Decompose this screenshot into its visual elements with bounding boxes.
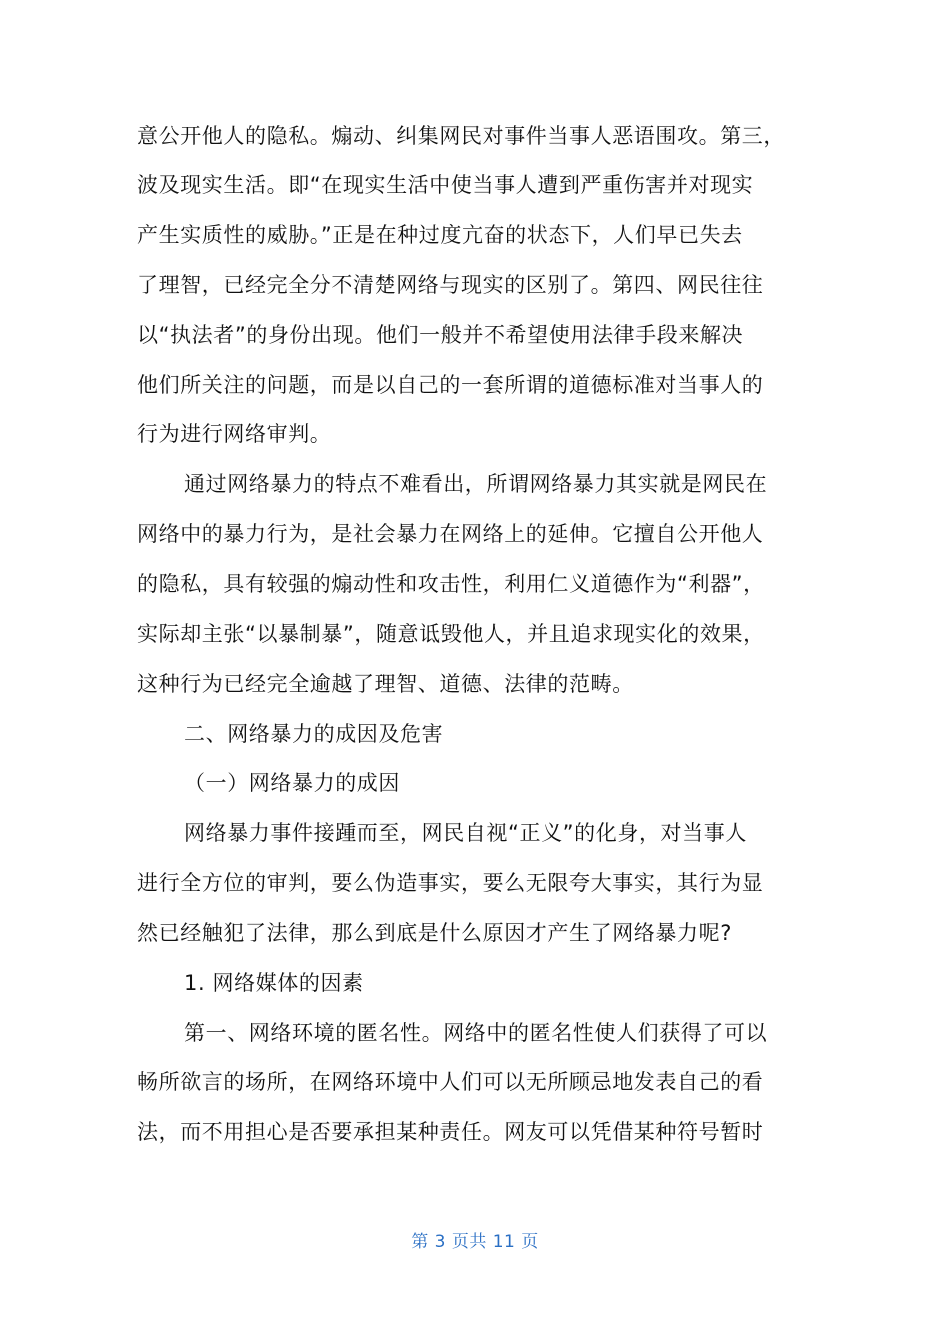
text-line-20: 畅所欲言的场所，在网络环境中人们可以无所顾忌地发表自己的看 xyxy=(137,1070,764,1094)
text-line-21: 法，而不用担心是否要承担某种责任。网友可以凭借某种符号暂时 xyxy=(137,1120,764,1144)
paragraph-start-line: 网络暴力事件接踵而至，网民自视“正义”的化身，对当事人 xyxy=(184,821,747,845)
text-line-10: 的隐私，具有较强的煽动性和攻击性，利用仁义道德作为“利器”， xyxy=(137,572,765,596)
text-line-9: 网络中的暴力行为，是社会暴力在网络上的延伸。它擅自公开他人 xyxy=(137,522,764,546)
text-line-1: 意公开他人的隐私。煽动、纠集网民对事件当事人恶语围攻。第三， xyxy=(137,124,785,148)
text-line-4: 了理智，已经完全分不清楚网络与现实的区别了。第四、网民往往 xyxy=(137,273,764,297)
text-line-16: 进行全方位的审判，要么伪造事实，要么无限夸大事实，其行为显 xyxy=(137,871,764,895)
paragraph-start-line: 通过网络暴力的特点不难看出，所谓网络暴力其实就是网民在 xyxy=(184,472,768,496)
text-line-17: 然已经触犯了法律，那么到底是什么原因才产生了网络暴力呢? xyxy=(137,921,732,945)
paragraph-start-line: 第一、网络环境的匿名性。网络中的匿名性使人们获得了可以 xyxy=(184,1021,768,1045)
page-footer: 第 3 页共 11 页 xyxy=(411,1232,539,1252)
numbered-heading: 1. 网络媒体的因素 xyxy=(184,971,364,995)
section-heading: 二、网络暴力的成因及危害 xyxy=(184,722,444,746)
text-line-2: 波及现实生活。即“在现实生活中使当事人遭到严重伤害并对现实 xyxy=(137,173,754,197)
text-line-12: 这种行为已经完全逾越了理智、道德、法律的范畴。 xyxy=(137,672,634,696)
text-line-6: 他们所关注的问题，而是以自己的一套所谓的道德标准对当事人的 xyxy=(137,373,764,397)
text-line-3: 产生实质性的威胁。”正是在种过度亢奋的状态下，人们早已失去 xyxy=(137,223,743,247)
text-line-11: 实际却主张“以暴制暴”，随意诋毁他人，并且追求现实化的效果， xyxy=(137,622,765,646)
text-line-7: 行为进行网络审判。 xyxy=(137,422,332,446)
subsection-heading: （一）网络暴力的成因 xyxy=(184,771,400,795)
text-line-5: 以“执法者”的身份出现。他们一般并不希望使用法律手段来解决 xyxy=(137,323,744,347)
